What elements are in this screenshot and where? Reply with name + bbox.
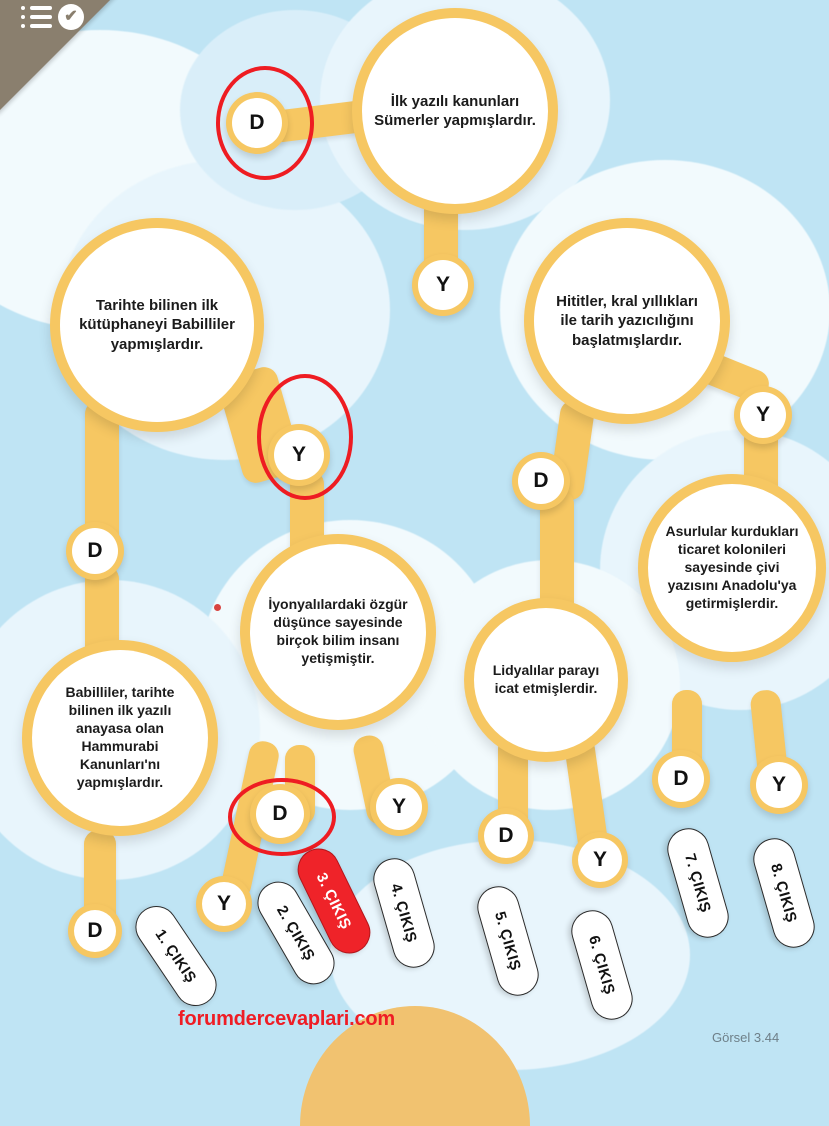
statement-bubble [240,534,436,730]
answer-node-label: D [498,824,514,847]
figure-caption: Görsel 3.44 [712,1030,780,1045]
statement-text: Asurlular kurdukları ticaret kolonileri sayesinde çivi yazısını Anadolu'ya getirmişlerdir. [665,523,799,611]
answer-node-label: D [673,767,689,790]
answer-node-label: D [87,919,103,942]
statement-bubble [352,8,558,214]
answer-node-y[interactable] [370,778,428,836]
statement-text: Babilliler, tarihte bilinen ilk yazılı anayasa olan Hammurabi Kanunları'nı yapmışlardır. [65,684,175,790]
answer-node-label: Y [291,443,306,466]
answer-node-label: D [533,469,549,492]
watermark: forumdercevaplari.com [178,1008,395,1030]
answer-node-label: D [272,802,288,825]
statement-bubble [524,218,730,424]
answer-node-y[interactable] [412,254,474,316]
answer-node-label: D [87,539,103,562]
answer-node-d[interactable] [512,452,570,510]
statement-bubble [22,640,218,836]
statement-bubble [464,598,628,762]
statement-bubble [638,474,826,662]
answer-node-y[interactable] [750,756,808,814]
answer-node-d[interactable] [478,808,534,864]
answer-node-label: D [249,111,265,134]
answer-node-y[interactable] [572,832,628,888]
answer-node-y[interactable] [268,424,330,486]
exit-label: 5. ÇIKIŞ [491,909,525,973]
exit-label: 2. ÇIKIŞ [273,902,319,964]
statement-bubble [50,218,264,432]
answer-node-d[interactable] [68,904,122,958]
answer-node-label: Y [391,795,406,818]
exit-pill[interactable] [748,833,819,952]
list-icon [30,6,52,28]
exit-label: 1. ÇIKIŞ [151,926,201,986]
answer-node-label: Y [216,892,231,915]
answer-node-d[interactable] [250,784,310,844]
exit-label: 7. ÇIKIŞ [681,851,715,915]
statement-text: Lidyalılar parayı icat etmişlerdir. [492,662,600,696]
answer-node-d[interactable] [652,750,710,808]
answer-node-d[interactable] [226,92,288,154]
statement-text: İlk yazılı kanunları Sümerler yapmışlardır. [374,92,536,129]
answer-node-y[interactable] [196,876,252,932]
answer-node-label: Y [592,848,607,871]
exit-label: 3. ÇIKIŞ [313,870,355,932]
red-dot-marker [214,604,221,611]
exit-label: 6. ÇIKIŞ [585,933,619,997]
ribbon-icon-group [30,4,84,30]
answer-node-label: Y [771,773,786,796]
statement-text: Hititler, kral yıllıkları ile tarih yazıcılığını başlatmışlardır. [556,293,698,349]
statement-text: İyonyalılardaki özgür düşünce sayesinde birçok bilim insanı yetişmiştir. [268,596,408,666]
answer-node-label: Y [435,273,450,296]
answer-node-label: Y [755,403,770,426]
statement-text: Tarihte bilinen ilk kütüphaneyi Babilliler yapmışlardır. [79,297,235,353]
check-icon: ✔ [58,4,84,30]
exit-label: 4. ÇIKIŞ [387,881,421,945]
answer-node-y[interactable] [734,386,792,444]
answer-node-d[interactable] [66,522,124,580]
exit-label: 8. ÇIKIŞ [767,861,801,925]
